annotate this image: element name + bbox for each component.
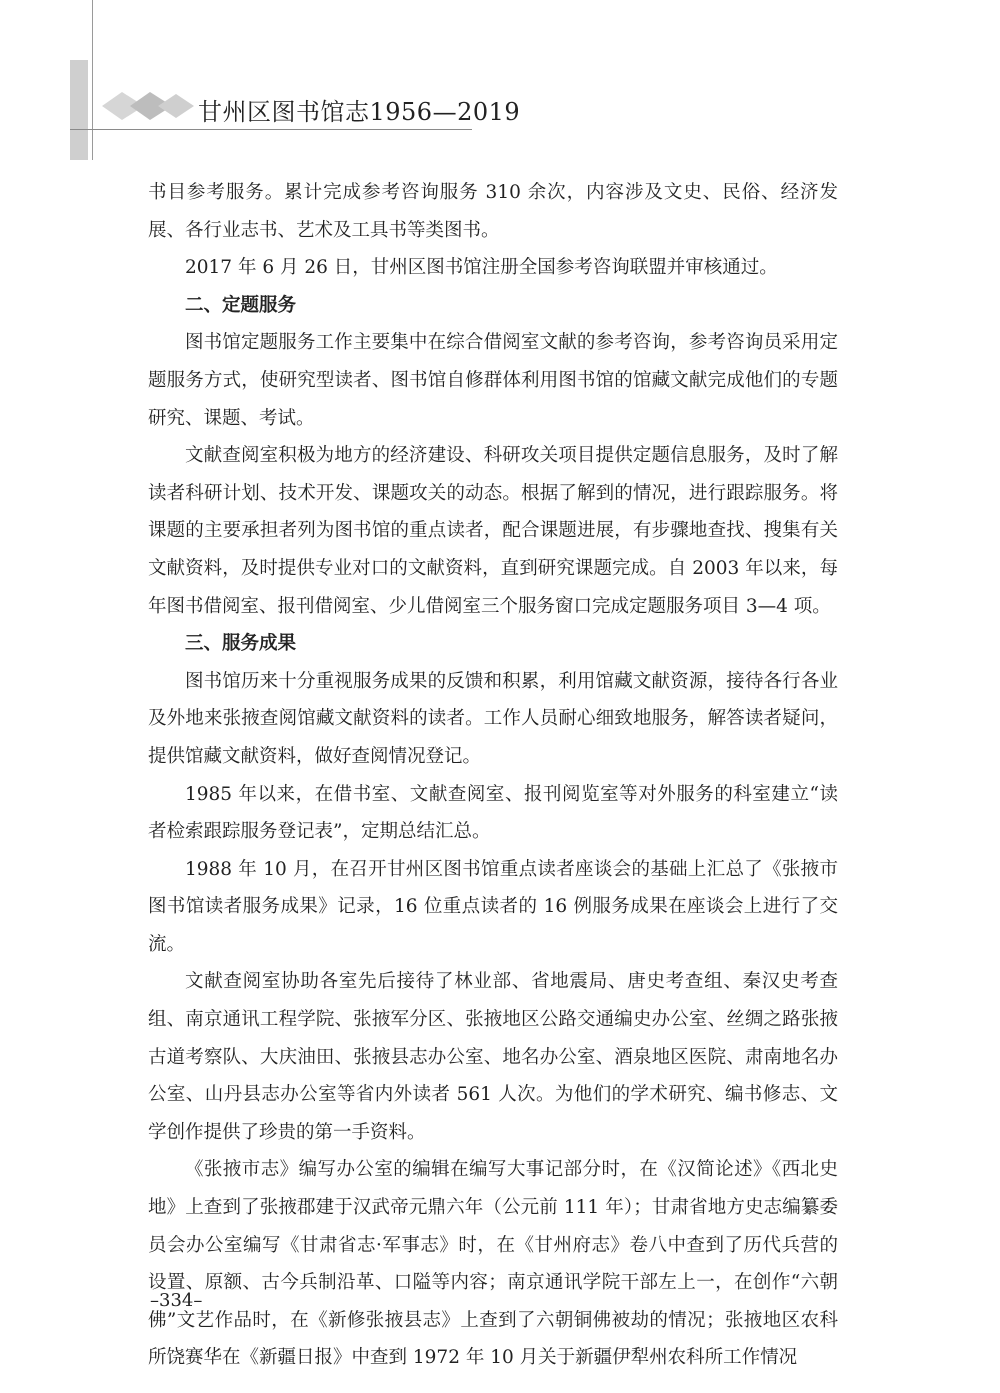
paragraph: 《张掖市志》编写办公室的编辑在编写大事记部分时，在《汉简论述》《西北史地》上查到了张掖郡建于汉武帝元鼎六年（公元前 111 年）；甘肃省地方史志编纂委员会办公室编写《甘肃省志·军事志》时，在《甘州府志》卷八中查到了历代兵营的设置、原额、古今兵制沿革、口隘等内容；南京通讯学院干部左上一，在创作“六朝佛”文艺作品时，在《新修张掖县志》上查到了六朝铜佛被劫的情况；张掖地区农科所饶赛华在《新疆日报》中查到 1972 年 10 月关于新疆伊犁州农科所工作情况 [148, 1159, 838, 1369]
section-heading: 三、服务成果 [185, 633, 297, 655]
header-horizontal-rule [70, 129, 472, 130]
paragraph: 文献查阅室协助各室先后接待了林业部、省地震局、唐史考查组、秦汉史考查组、南京通讯工程学院、张掖军分区、张掖地区公路交通编史办公室、丝绸之路张掖古道考察队、大庆油田、张掖县志办公室、地名办公室、酒泉地区医院、肃南地名办公室、山丹县志办公室等省内外读者 561 人次。为他们的学术研究、编书修志、文学创作提供了珍贵的第一手资料。 [148, 971, 838, 1143]
paragraph: 图书馆历来十分重视服务成果的反馈和积累，利用馆藏文献资源，接待各行各业及外地来张掖查阅馆藏文献资料的读者。工作人员耐心细致地服务，解答读者疑问，提供馆藏文献资料，做好查阅情况登记。 [148, 670, 838, 767]
paragraph: 1988 年 10 月，在召开甘州区图书馆重点读者座谈会的基础上汇总了《张掖市图书馆读者服务成果》记录，16 位重点读者的 16 例服务成果在座谈会上进行了交流。 [148, 858, 838, 955]
paragraph: 1985 年以来，在借书室、文献查阅室、报刊阅览室等对外服务的科室建立“读者检索跟踪服务登记表”，定期总结汇总。 [148, 783, 838, 843]
page-number: –334– [150, 1290, 203, 1311]
header-diamond-ornament [100, 86, 196, 126]
running-header-title: 甘州区图书馆志1956—2019 [198, 98, 521, 126]
paragraph: 图书馆定题服务工作主要集中在综合借阅室文献的参考咨询，参考咨询员采用定题服务方式，使研究型读者、图书馆自修群体利用图书馆的馆藏文献完成他们的专题研究、课题、考试。 [148, 332, 838, 429]
paragraph: 2017 年 6 月 26 日，甘州区图书馆注册全国参考咨询联盟并审核通过。 [185, 257, 778, 279]
page-body [148, 174, 838, 1377]
paragraph: 文献查阅室积极为地方的经济建设、科研攻关项目提供定题信息服务，及时了解读者科研计划、技术开发、课题攻关的动态。根据了解到的情况，进行跟踪服务。将课题的主要承担者列为图书馆的重点读者，配合课题进展，有步骤地查找、搜集有关文献资料，及时提供专业对口的文献资料，直到研究课题完成。自 2003 年以来，每年图书借阅室、报刊借阅室、少儿借阅室三个服务窗口完成定题服务项目 3—4 项。 [148, 445, 838, 617]
header-decoration-bar [70, 60, 88, 160]
paragraph: 书目参考服务。累计完成参考咨询服务 310 余次，内容涉及文史、民俗、经济发展、各行业志书、艺术及工具书等类图书。 [148, 182, 838, 241]
header-vertical-rule [92, 0, 93, 160]
section-heading: 二、定题服务 [185, 294, 297, 316]
